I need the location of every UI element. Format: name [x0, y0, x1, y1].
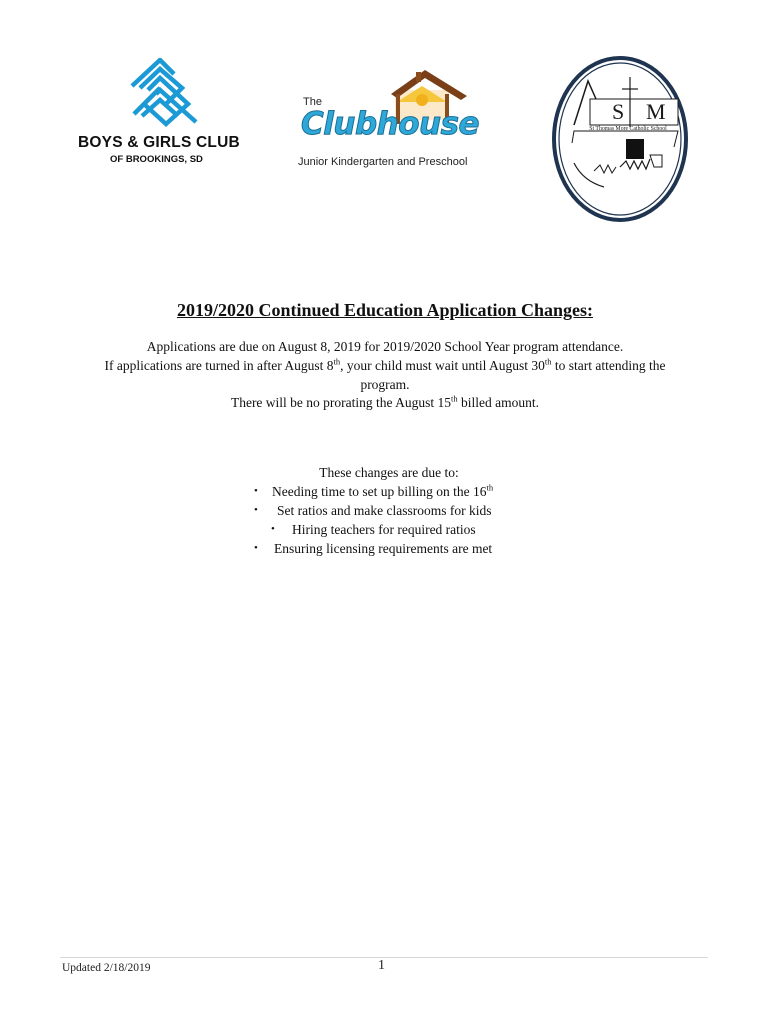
late-text-b: , your child must wait until August 30 — [340, 358, 545, 373]
list-item — [250, 539, 540, 558]
bullet-icon: • — [254, 504, 258, 516]
late-text-a: If applications are turned in after August 8 — [104, 358, 334, 373]
changes-heading: These changes are due to: — [319, 465, 459, 480]
prorating-text-a: There will be no prorating the August 15 — [230, 395, 452, 410]
list-item — [250, 482, 540, 501]
deadline-line: Applications are due on August 8, 2019 for 2019/2020 School Year program attendance. — [146, 339, 624, 354]
changes-section — [250, 463, 540, 558]
prorating-text-b: billed amount. — [457, 395, 540, 410]
prorating-line — [60, 393, 710, 412]
late-sup-2: th — [544, 356, 552, 367]
clubhouse-name: Clubhouse — [301, 106, 480, 142]
list-item — [250, 501, 540, 520]
bullet-icon: • — [271, 523, 275, 535]
bgc-name: BOYS & GIRLS CLUB — [78, 134, 240, 151]
school-seal-icon — [550, 55, 690, 223]
late-text-d: program. — [360, 377, 410, 392]
late-sup-1: th — [333, 356, 341, 367]
stm-letter-m: M — [646, 99, 666, 124]
clubhouse-the: The — [303, 96, 322, 108]
page-number: 1 — [378, 958, 385, 973]
st-thomas-more-seal — [550, 55, 690, 223]
late-text-c: to start attending the — [551, 358, 666, 373]
reason-text — [292, 520, 476, 539]
reason-sup: th — [486, 482, 494, 493]
reason-label: Set ratios and make classrooms for kids — [277, 503, 492, 518]
reason-text — [272, 482, 493, 501]
stm-school-name: St Thomas More Catholic School — [589, 126, 667, 132]
clubhouse-subtitle: Junior Kindergarten and Preschool — [298, 156, 468, 168]
reason-text — [277, 501, 491, 520]
bgc-location: OF BROOKINGS, SD — [110, 154, 203, 165]
reasons-list — [250, 482, 540, 558]
prorating-sup: th — [451, 393, 458, 404]
clubhouse-logo — [295, 66, 480, 176]
stm-letter-s: S — [612, 99, 625, 124]
reason-label: Needing time to set up billing on the 16 — [272, 484, 487, 499]
footer-updated: Updated 2/18/2019 — [62, 962, 151, 974]
late-application-line — [60, 356, 710, 394]
reason-label: Hiring teachers for required ratios — [292, 522, 476, 537]
reason-text — [274, 539, 492, 558]
list-item — [250, 520, 540, 539]
bullet-icon: • — [254, 542, 258, 554]
bgc-emblem-icon — [70, 58, 255, 138]
document-title: 2019/2020 Continued Education Application Changes: — [176, 300, 594, 320]
bullet-icon: • — [254, 485, 258, 497]
reason-label: Ensuring licensing requirements are met — [274, 541, 493, 556]
boys-girls-club-logo — [70, 58, 255, 178]
